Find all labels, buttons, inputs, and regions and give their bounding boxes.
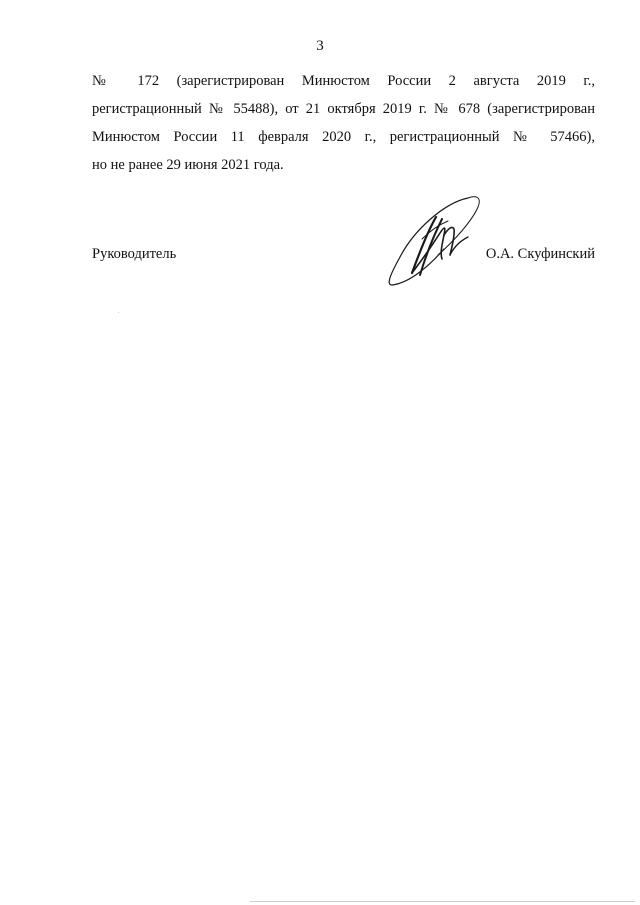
handwritten-signature xyxy=(382,195,487,290)
body-text-line: но не ранее 29 июня 2021 года. xyxy=(92,157,284,173)
body-text-line: регистрационный № 55488), от 21 октября 2019 г. № 678 (зарегистрирован xyxy=(92,101,595,117)
body-text-line: Минюстом России 11 февраля 2020 г., регистрационный № 57466), xyxy=(92,129,595,145)
scan-bottom-edge xyxy=(250,901,635,902)
signatory-position: Руководитель xyxy=(92,246,177,262)
signatory-name: О.А. Скуфинский xyxy=(485,246,595,262)
page-number: 3 xyxy=(316,38,324,54)
document-body-text xyxy=(92,67,595,179)
scan-artifact-dot xyxy=(118,312,119,313)
body-text-line: № 172 (зарегистрирован Минюстом России 2 августа 2019 г., xyxy=(92,73,595,89)
